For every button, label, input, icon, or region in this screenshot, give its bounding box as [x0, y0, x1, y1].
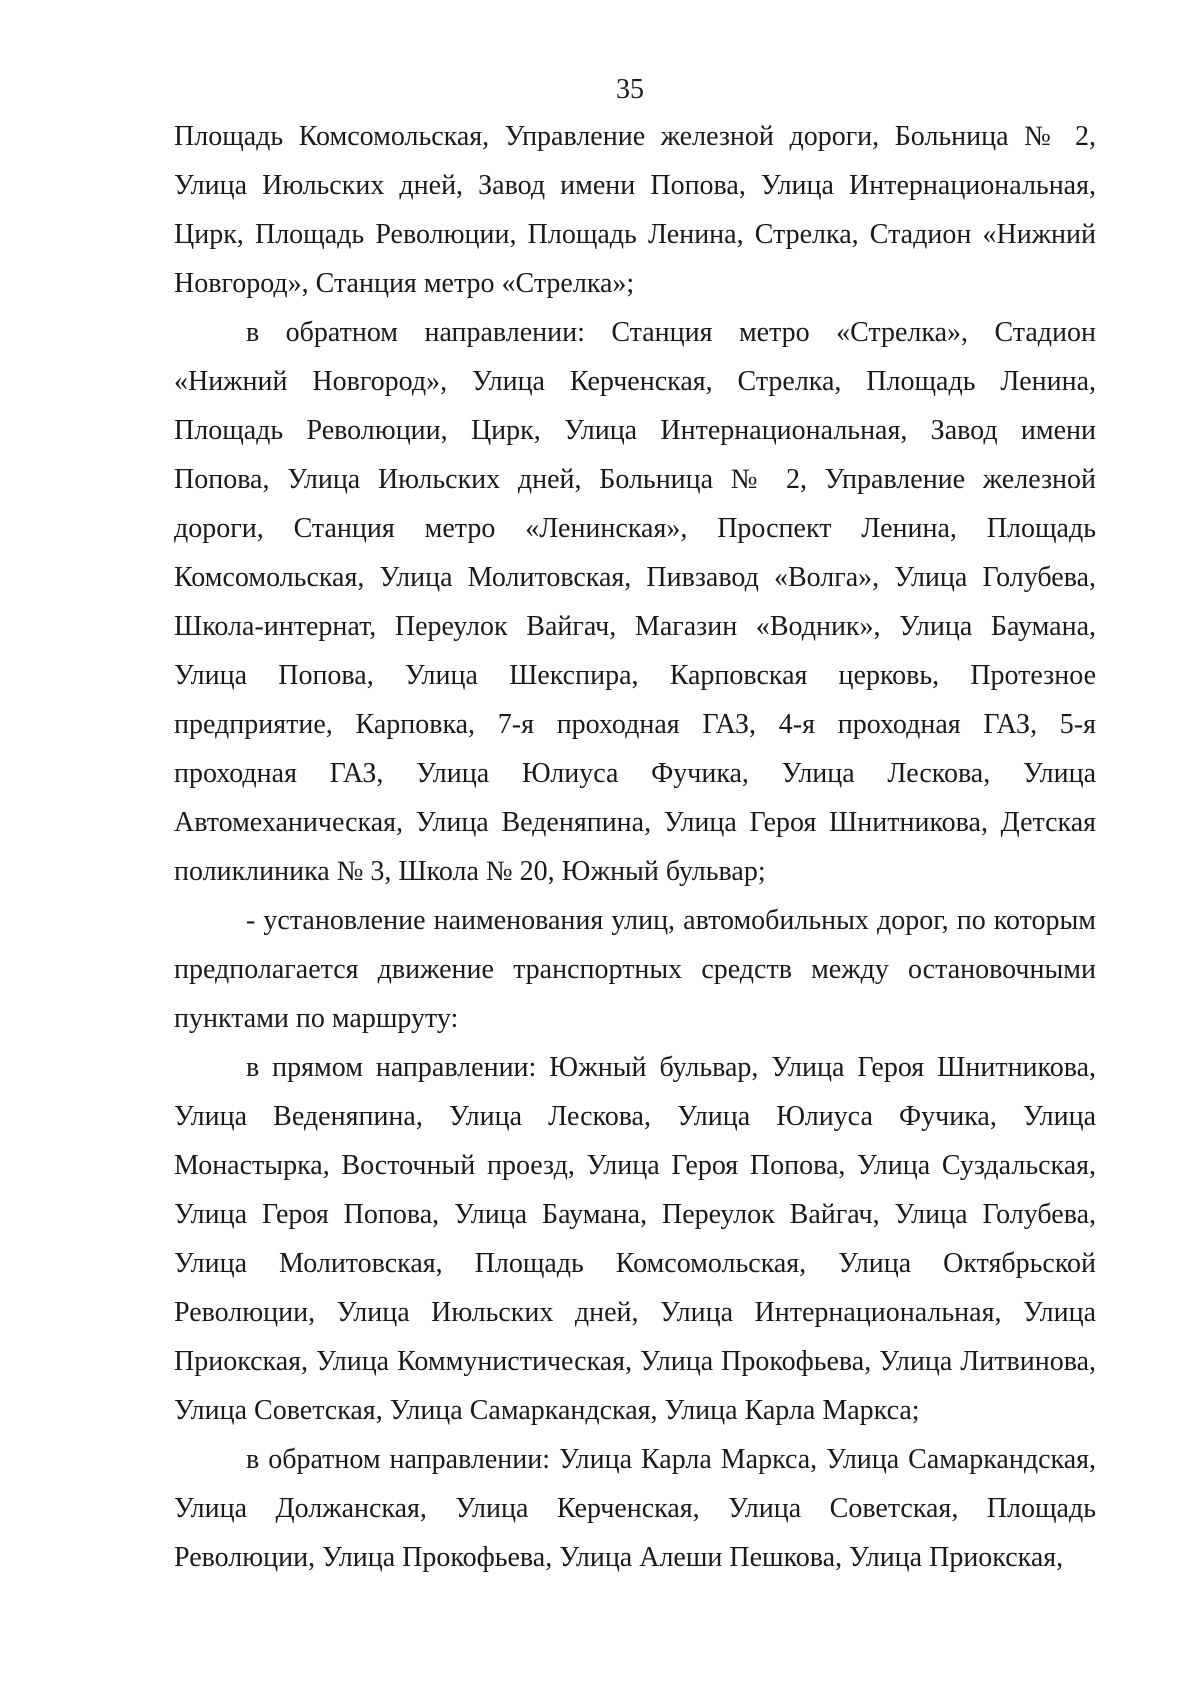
paragraph-route-forward-end: Площадь Комсомольская, Управление железной дороги, Больница № 2, Улица Июльских дней, Завод имени Попова, Улица Интернациональная, Цирк, Площадь Революции, Площадь Ленина, Стрелка, Стадион «Нижний Новгород», Станция метро «Стрелка»; — [174, 121, 1096, 299]
paragraph-streets-forward: в прямом направлении: Южный бульвар, Улица Героя Шнитникова, Улица Веденяпина, Улица Лескова, Улица Юлиуса Фучика, Улица Монастырка, Восточный проезд, Улица Героя Попова, Улица Суздальская, Улица Героя Попова, Улица Баумана, Переулок Вайгач, Улица Голубева, Улица Молитовская, Площадь Комсомольская, Улица Октябрьской Революции, Улица Июльских дней, Улица Интернациональная, Улица Приокская, Улица Коммунистическая, Улица Прокофьева, Улица Литвинова, Улица Советская, Улица Самаркандская, Улица Карла Маркса; — [174, 1052, 1096, 1426]
page-number: 35 — [616, 74, 644, 105]
body-text — [174, 112, 1096, 1582]
paragraph-streets-heading: - установление наименования улиц, автомобильных дорог, по которым предполагается движение транспортных средств между остановочными пунктами по маршруту: — [174, 905, 1096, 1034]
paragraph-route-reverse-stops: в обратном направлении: Станция метро «Стрелка», Стадион «Нижний Новгород», Улица Керченская, Стрелка, Площадь Ленина, Площадь Революции, Цирк, Улица Интернациональная, Завод имени Попова, Улица Июльских дней, Больница № 2, Управление железной дороги, Станция метро «Ленинская», Проспект Ленина, Площадь Комсомольская, Улица Молитовская, Пивзавод «Волга», Улица Голубева, Школа-интернат, Переулок Вайгач, Магазин «Водник», Улица Баумана, Улица Попова, Улица Шекспира, Карповская церковь, Протезное предприятие, Карповка, 7-я проходная ГАЗ, 4-я проходная ГАЗ, 5-я проходная ГАЗ, Улица Юлиуса Фучика, Улица Лескова, Улица Автомеханическая, Улица Веденяпина, Улица Героя Шнитникова, Детская поликлиника № 3, Школа № 20, Южный бульвар; — [174, 317, 1096, 887]
paragraph-streets-reverse: в обратном направлении: Улица Карла Маркса, Улица Самаркандская, Улица Должанская, Улица Керченская, Улица Советская, Площадь Революции, Улица Прокофьева, Улица Алеши Пешкова, Улица Приокская, — [174, 1444, 1096, 1573]
